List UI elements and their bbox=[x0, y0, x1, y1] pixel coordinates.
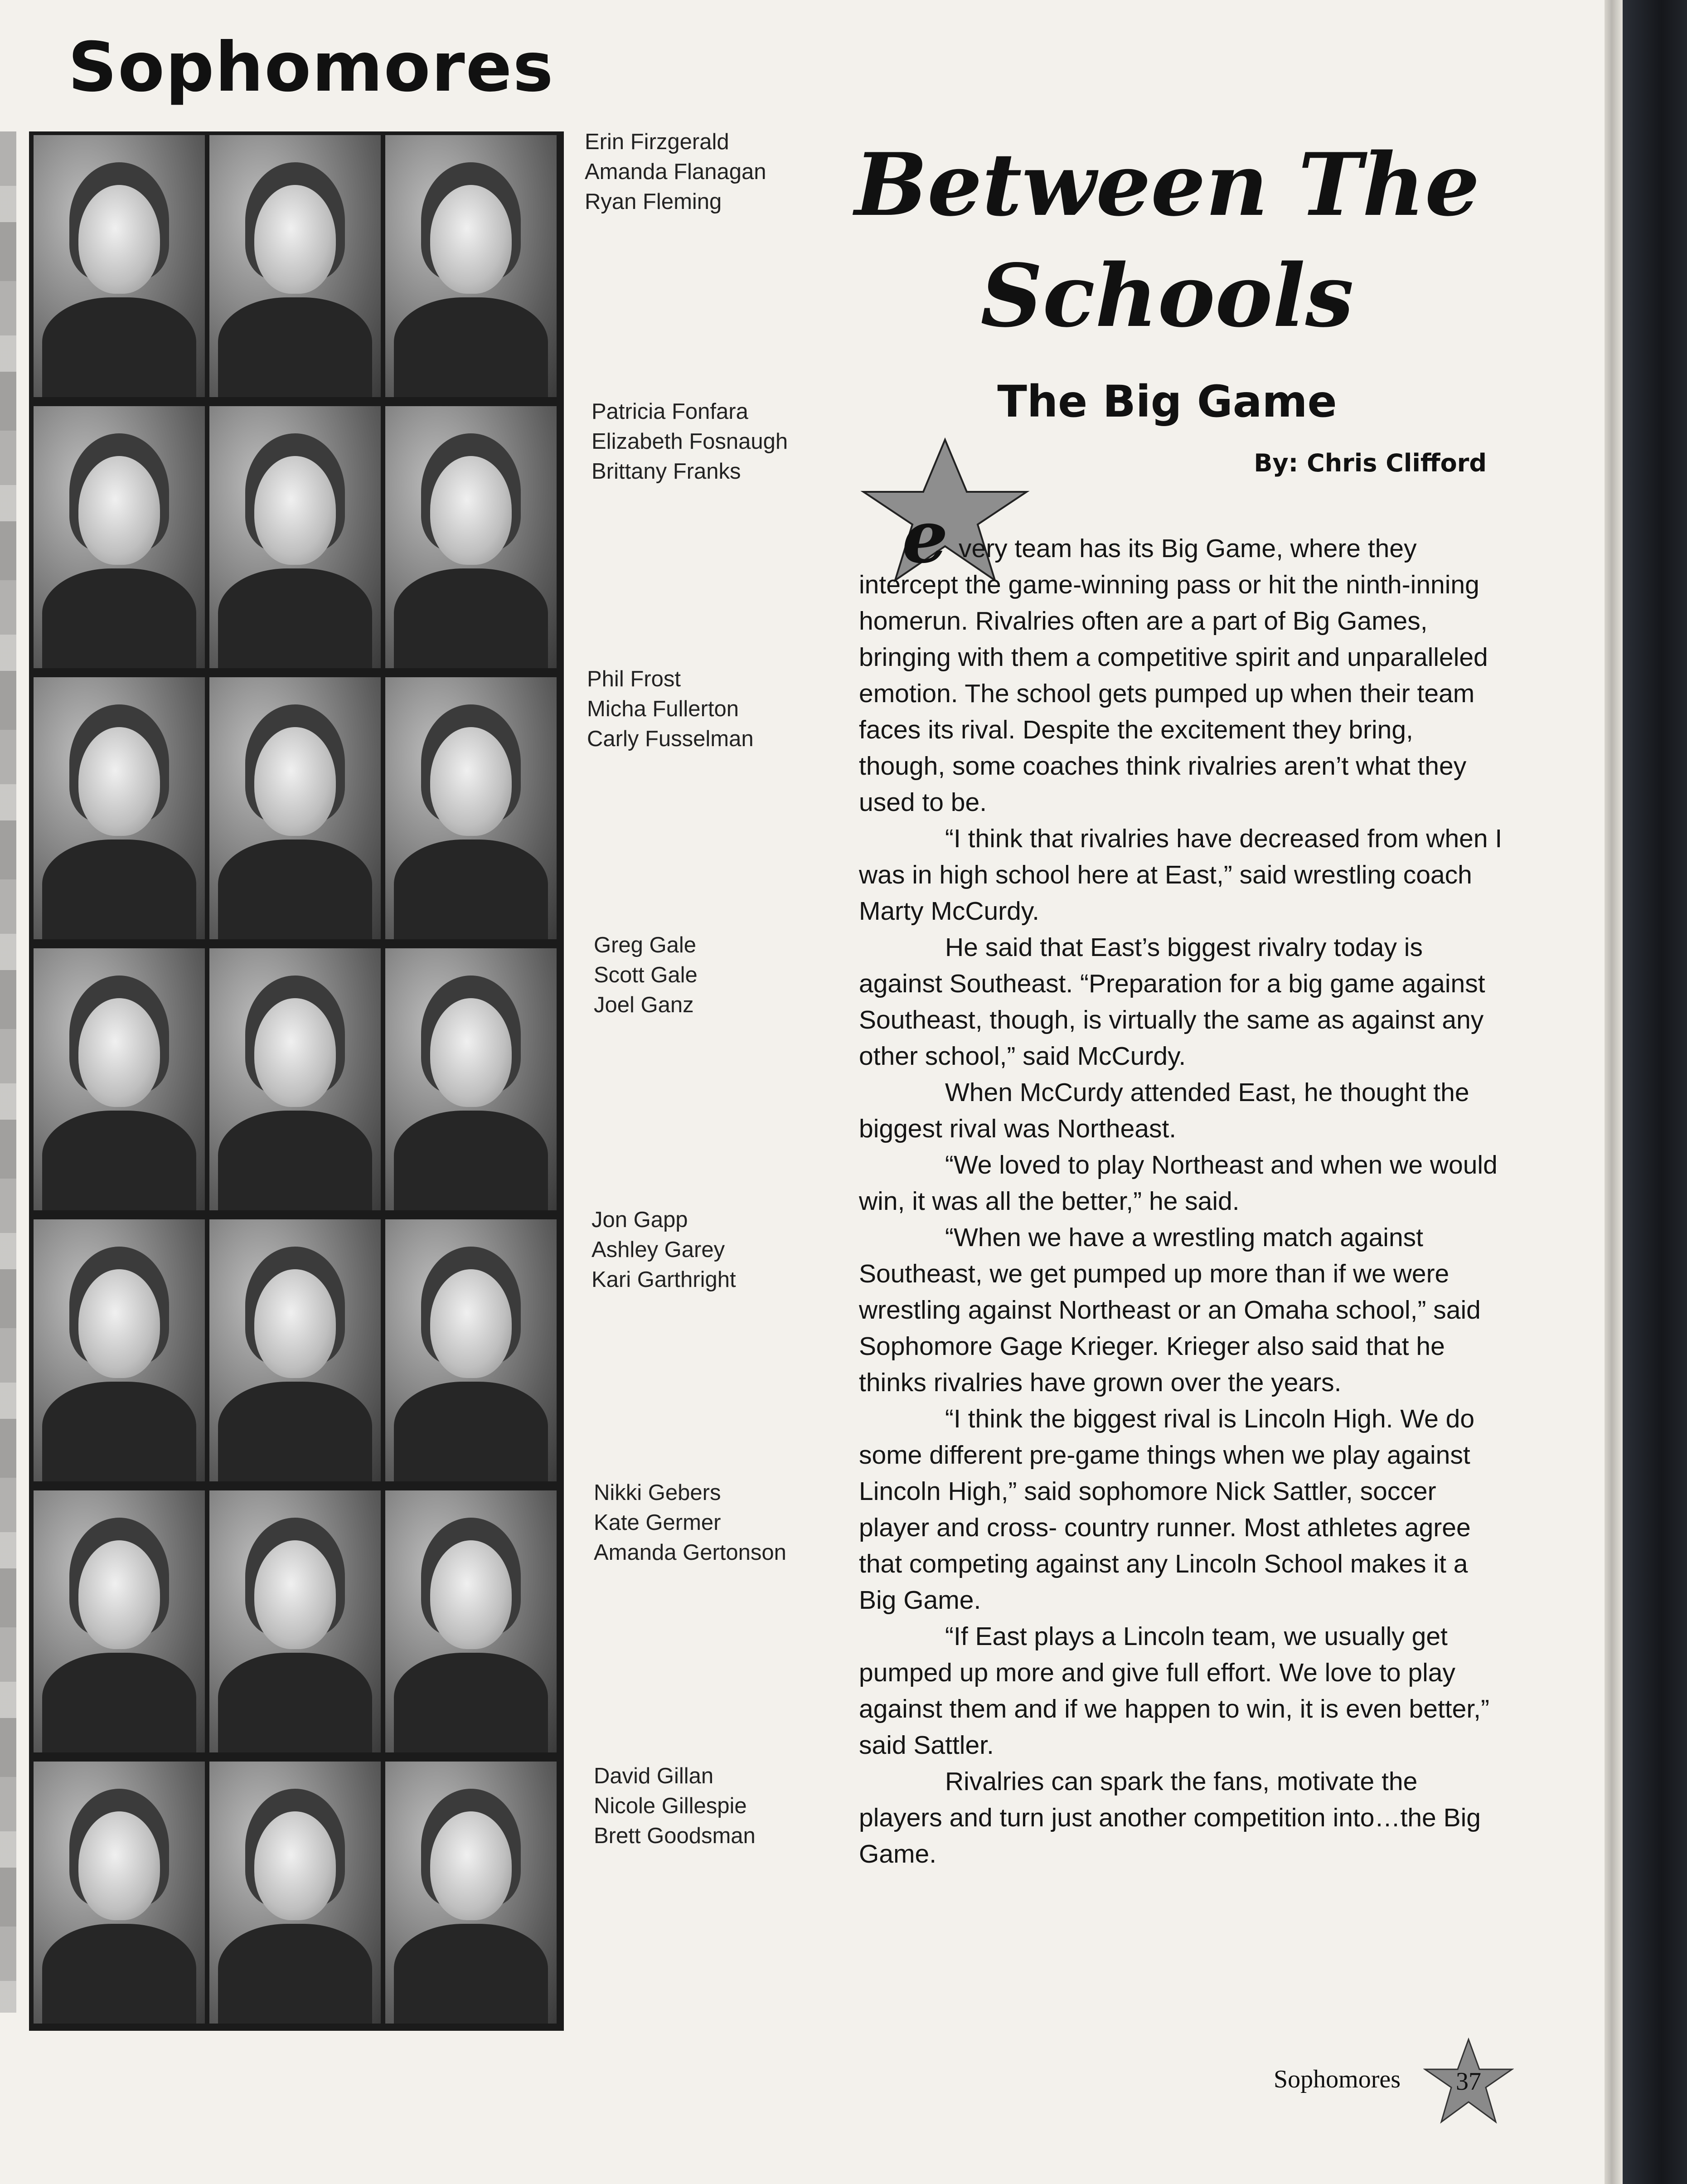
article-paragraph: He said that East’s biggest rivalry today is against Southeast. “Preparation for a big game against Southeast, though, is virtually the same as against any other school,” said McCurdy. bbox=[859, 933, 1485, 1071]
student-portrait bbox=[209, 406, 381, 668]
student-portrait bbox=[385, 1762, 557, 2024]
student-portrait bbox=[209, 677, 381, 939]
page-number: 37 bbox=[1456, 2068, 1481, 2096]
student-name: Kate Germer bbox=[594, 1510, 721, 1535]
facing-page-edge bbox=[0, 131, 16, 2013]
student-name: Carly Fusselman bbox=[587, 727, 754, 751]
book-binding bbox=[1623, 0, 1687, 2184]
student-portrait bbox=[385, 948, 557, 1210]
article-paragraph: Rivalries can spark the fans, motivate the players and turn just another competition into…the Big Game. bbox=[859, 1767, 1481, 1869]
article-paragraph: “I think the biggest rival is Lincoln High. We do some different pre-game things when we play against Lincoln High,” said sophomore Nick Sattler, soccer player and cross- country runner. Most athletes agree that competing against any Lincoln School makes it a Big Game. bbox=[859, 1404, 1475, 1615]
student-name: Phil Frost bbox=[587, 667, 681, 691]
article-headline bbox=[820, 129, 1514, 351]
student-portrait bbox=[34, 1219, 205, 1481]
student-name: Scott Gale bbox=[594, 963, 698, 987]
student-portrait bbox=[209, 135, 381, 397]
student-name: Patricia Fonfara bbox=[591, 399, 748, 424]
student-portrait bbox=[34, 1762, 205, 2024]
student-portrait bbox=[209, 1490, 381, 1752]
student-name: Ashley Garey bbox=[591, 1238, 725, 1262]
student-name: Ryan Fleming bbox=[585, 189, 722, 214]
student-name: Jon Gapp bbox=[591, 1208, 688, 1232]
article-paragraph: When McCurdy attended East, he thought the biggest rival was Northeast. bbox=[859, 1078, 1469, 1143]
article-paragraph: very team has its Big Game, where they intercept the game-winning pass or hit the ninth-inning homerun. Rivalries often are a part of Big Games, bringing with them a competitive spirit and unparalleled emotion. The school gets pumped up when their team faces its rival. Despite the excitement they bring, though, some coaches think rivalries aren’t what they used to be. bbox=[859, 534, 1488, 817]
student-name: Brittany Franks bbox=[591, 459, 741, 484]
name-caption-group bbox=[594, 1478, 786, 1568]
student-name: Erin Firzgerald bbox=[585, 130, 729, 154]
student-portrait bbox=[34, 948, 205, 1210]
student-portrait bbox=[209, 948, 381, 1210]
student-name: Joel Ganz bbox=[594, 993, 694, 1017]
student-portrait bbox=[385, 1490, 557, 1752]
student-portrait bbox=[209, 1219, 381, 1481]
student-portrait bbox=[34, 406, 205, 668]
student-portrait bbox=[34, 677, 205, 939]
student-name: Elizabeth Fosnaugh bbox=[591, 429, 788, 454]
article-paragraph: “I think that rivalries have decreased from when I was in high school here at East,” said wrestling coach Marty McCurdy. bbox=[859, 824, 1503, 926]
name-caption-group bbox=[594, 1761, 756, 1851]
article-paragraph: “When we have a wrestling match against Southeast, we get pumped up more than if we were wrestling against Northeast or an Omaha school,” said Sophomore Gage Krieger. Krieger also said that he thinks rivalries have grown over the years. bbox=[859, 1223, 1481, 1397]
student-name: Amanda Flanagan bbox=[585, 160, 766, 184]
student-portrait bbox=[385, 1219, 557, 1481]
article-byline: By: Chris Clifford bbox=[1254, 449, 1487, 477]
article-body bbox=[859, 530, 1503, 1872]
student-portrait bbox=[34, 1490, 205, 1752]
section-title: Sophomores bbox=[68, 28, 554, 107]
student-portrait bbox=[385, 406, 557, 668]
student-portrait bbox=[209, 1762, 381, 2024]
headline-line-2: Schools bbox=[980, 245, 1354, 346]
photo-grid bbox=[29, 131, 564, 2031]
name-caption-group bbox=[585, 127, 766, 217]
name-caption-group bbox=[591, 397, 788, 486]
headline-line-1: Between The bbox=[854, 134, 1480, 235]
student-name: Kari Garthright bbox=[591, 1267, 736, 1292]
student-portrait bbox=[34, 135, 205, 397]
article-paragraph: “We loved to play Northeast and when we would win, it was all the better,” he said. bbox=[859, 1150, 1498, 1216]
student-name: Nikki Gebers bbox=[594, 1480, 721, 1505]
page-edge bbox=[1605, 0, 1623, 2184]
student-name: Nicole Gillespie bbox=[594, 1794, 747, 1818]
student-name: Brett Goodsman bbox=[594, 1824, 756, 1848]
student-portrait bbox=[385, 135, 557, 397]
student-name: David Gillan bbox=[594, 1764, 714, 1788]
student-name: Greg Gale bbox=[594, 933, 697, 957]
name-caption-group bbox=[594, 930, 698, 1020]
student-name: Micha Fullerton bbox=[587, 697, 739, 721]
article-subhead: The Big Game bbox=[997, 376, 1337, 427]
name-caption-group bbox=[591, 1205, 736, 1295]
student-portrait bbox=[385, 677, 557, 939]
name-caption-group bbox=[587, 664, 754, 754]
article-paragraph: “If East plays a Lincoln team, we usually get pumped up more and give full effort. We love to play against them and if we happen to win, it is even better,” said Sattler. bbox=[859, 1622, 1489, 1760]
drop-cap: e bbox=[902, 494, 948, 579]
footer-section-label: Sophomores bbox=[1274, 2065, 1401, 2093]
student-name: Amanda Gertonson bbox=[594, 1540, 786, 1565]
